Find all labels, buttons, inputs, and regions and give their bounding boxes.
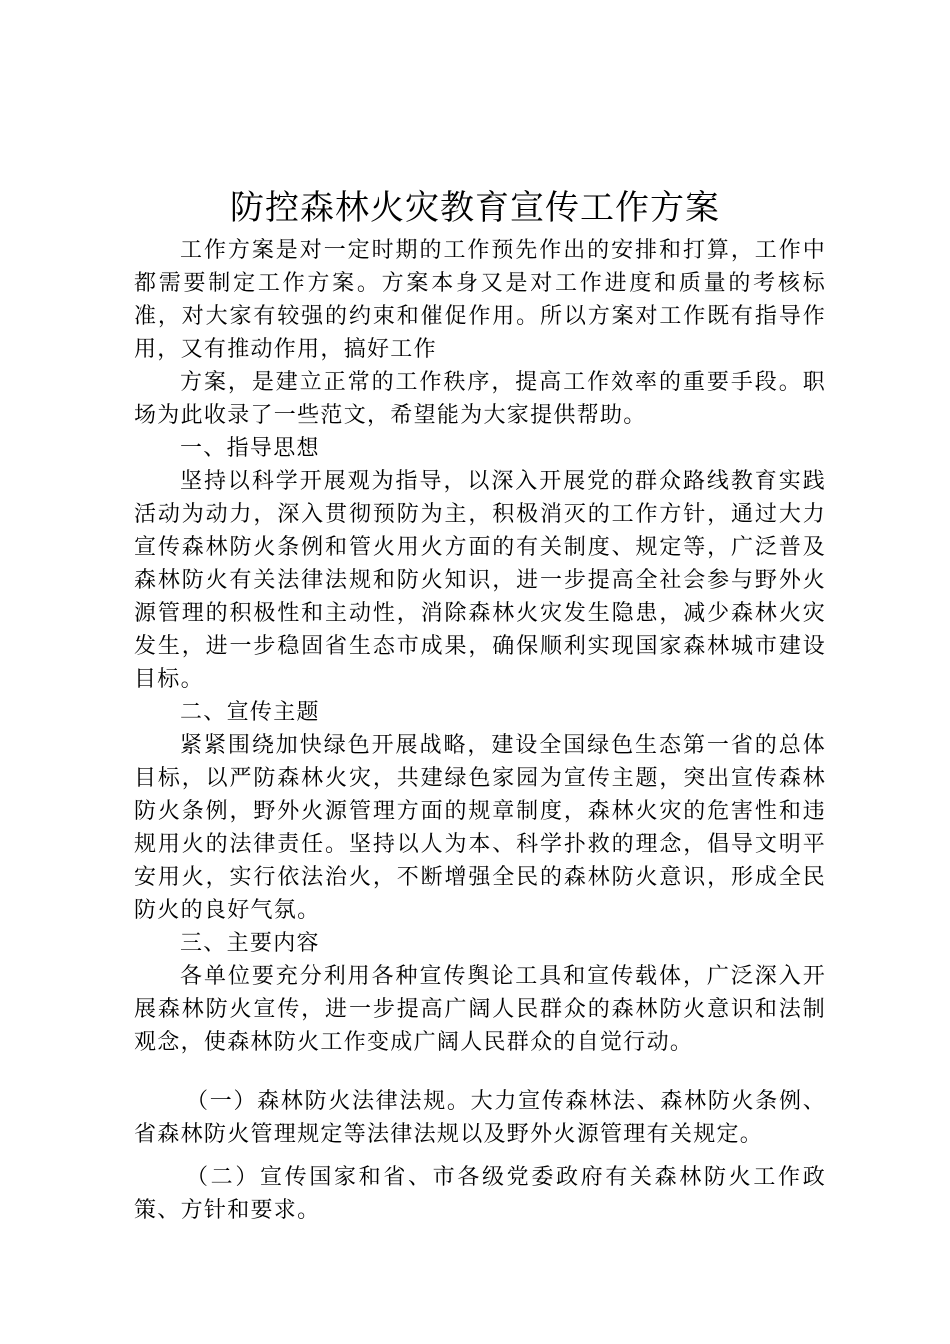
intro-paragraph-continued: 方案，是建立正常的工作秩序，提高工作效率的重要手段。职场为此收录了一些范文，希望能为大家提供帮助。 [134, 370, 826, 428]
section-heading-guiding-thought: 一、指导思想 [180, 436, 320, 461]
section-heading-main-content: 三、主要内容 [180, 931, 320, 956]
item-1-paragraph: （一）森林防火法律法规。大力宣传森林法、森林防火条例、省森林防火管理规定等法律法规以及野外火源管理有关规定。 [134, 1089, 826, 1147]
intro-paragraph: 工作方案是对一定时期的工作预先作出的安排和打算，工作中都需要制定工作方案。方案本身又是对工作进度和质量的考核标准，对大家有较强的约束和催促作用。所以方案对工作既有指导作用，又有推动作用，搞好工作 [134, 238, 826, 362]
main-content-paragraph: 各单位要充分利用各种宣传舆论工具和宣传载体，广泛深入开展森林防火宣传，进一步提高广阔人民群众的森林防火意识和法制观念，使森林防火工作变成广阔人民群众的自觉行动。 [134, 964, 826, 1055]
document-title: 防控森林火灾教育宣传工作方案 [230, 188, 720, 228]
document-body [134, 234, 826, 1227]
theme-paragraph: 紧紧围绕加快绿色开展战略，建设全国绿色生态第一省的总体目标，以严防森林火灾，共建绿色家园为宣传主题，突出宣传森林防火条例，野外火源管理方面的规章制度，森林火灾的危害性和违规用火的法律责任。坚持以人为本、科学扑救的理念，倡导文明平安用火，实行依法治火，不断增强全民的森林防火意识，形成全民防火的良好气氛。 [134, 733, 826, 923]
guiding-thought-paragraph: 坚持以科学开展观为指导，以深入开展党的群众路线教育实践活动为动力，深入贯彻预防为主，积极消灭的工作方针，通过大力宣传森林防火条例和管火用火方面的有关制度、规定等，广泛普及森林防火有关法律法规和防火知识，进一步提高全社会参与野外火源管理的积极性和主动性，消除森林火灾发生隐患，减少森林火灾发生，进一步稳固省生态市成果，确保顺利实现国家森林城市建设目标。 [134, 469, 826, 692]
item-2-paragraph: （二）宣传国家和省、市各级党委政府有关森林防火工作政策、方针和要求。 [134, 1165, 826, 1223]
section-heading-theme: 二、宣传主题 [180, 700, 320, 725]
